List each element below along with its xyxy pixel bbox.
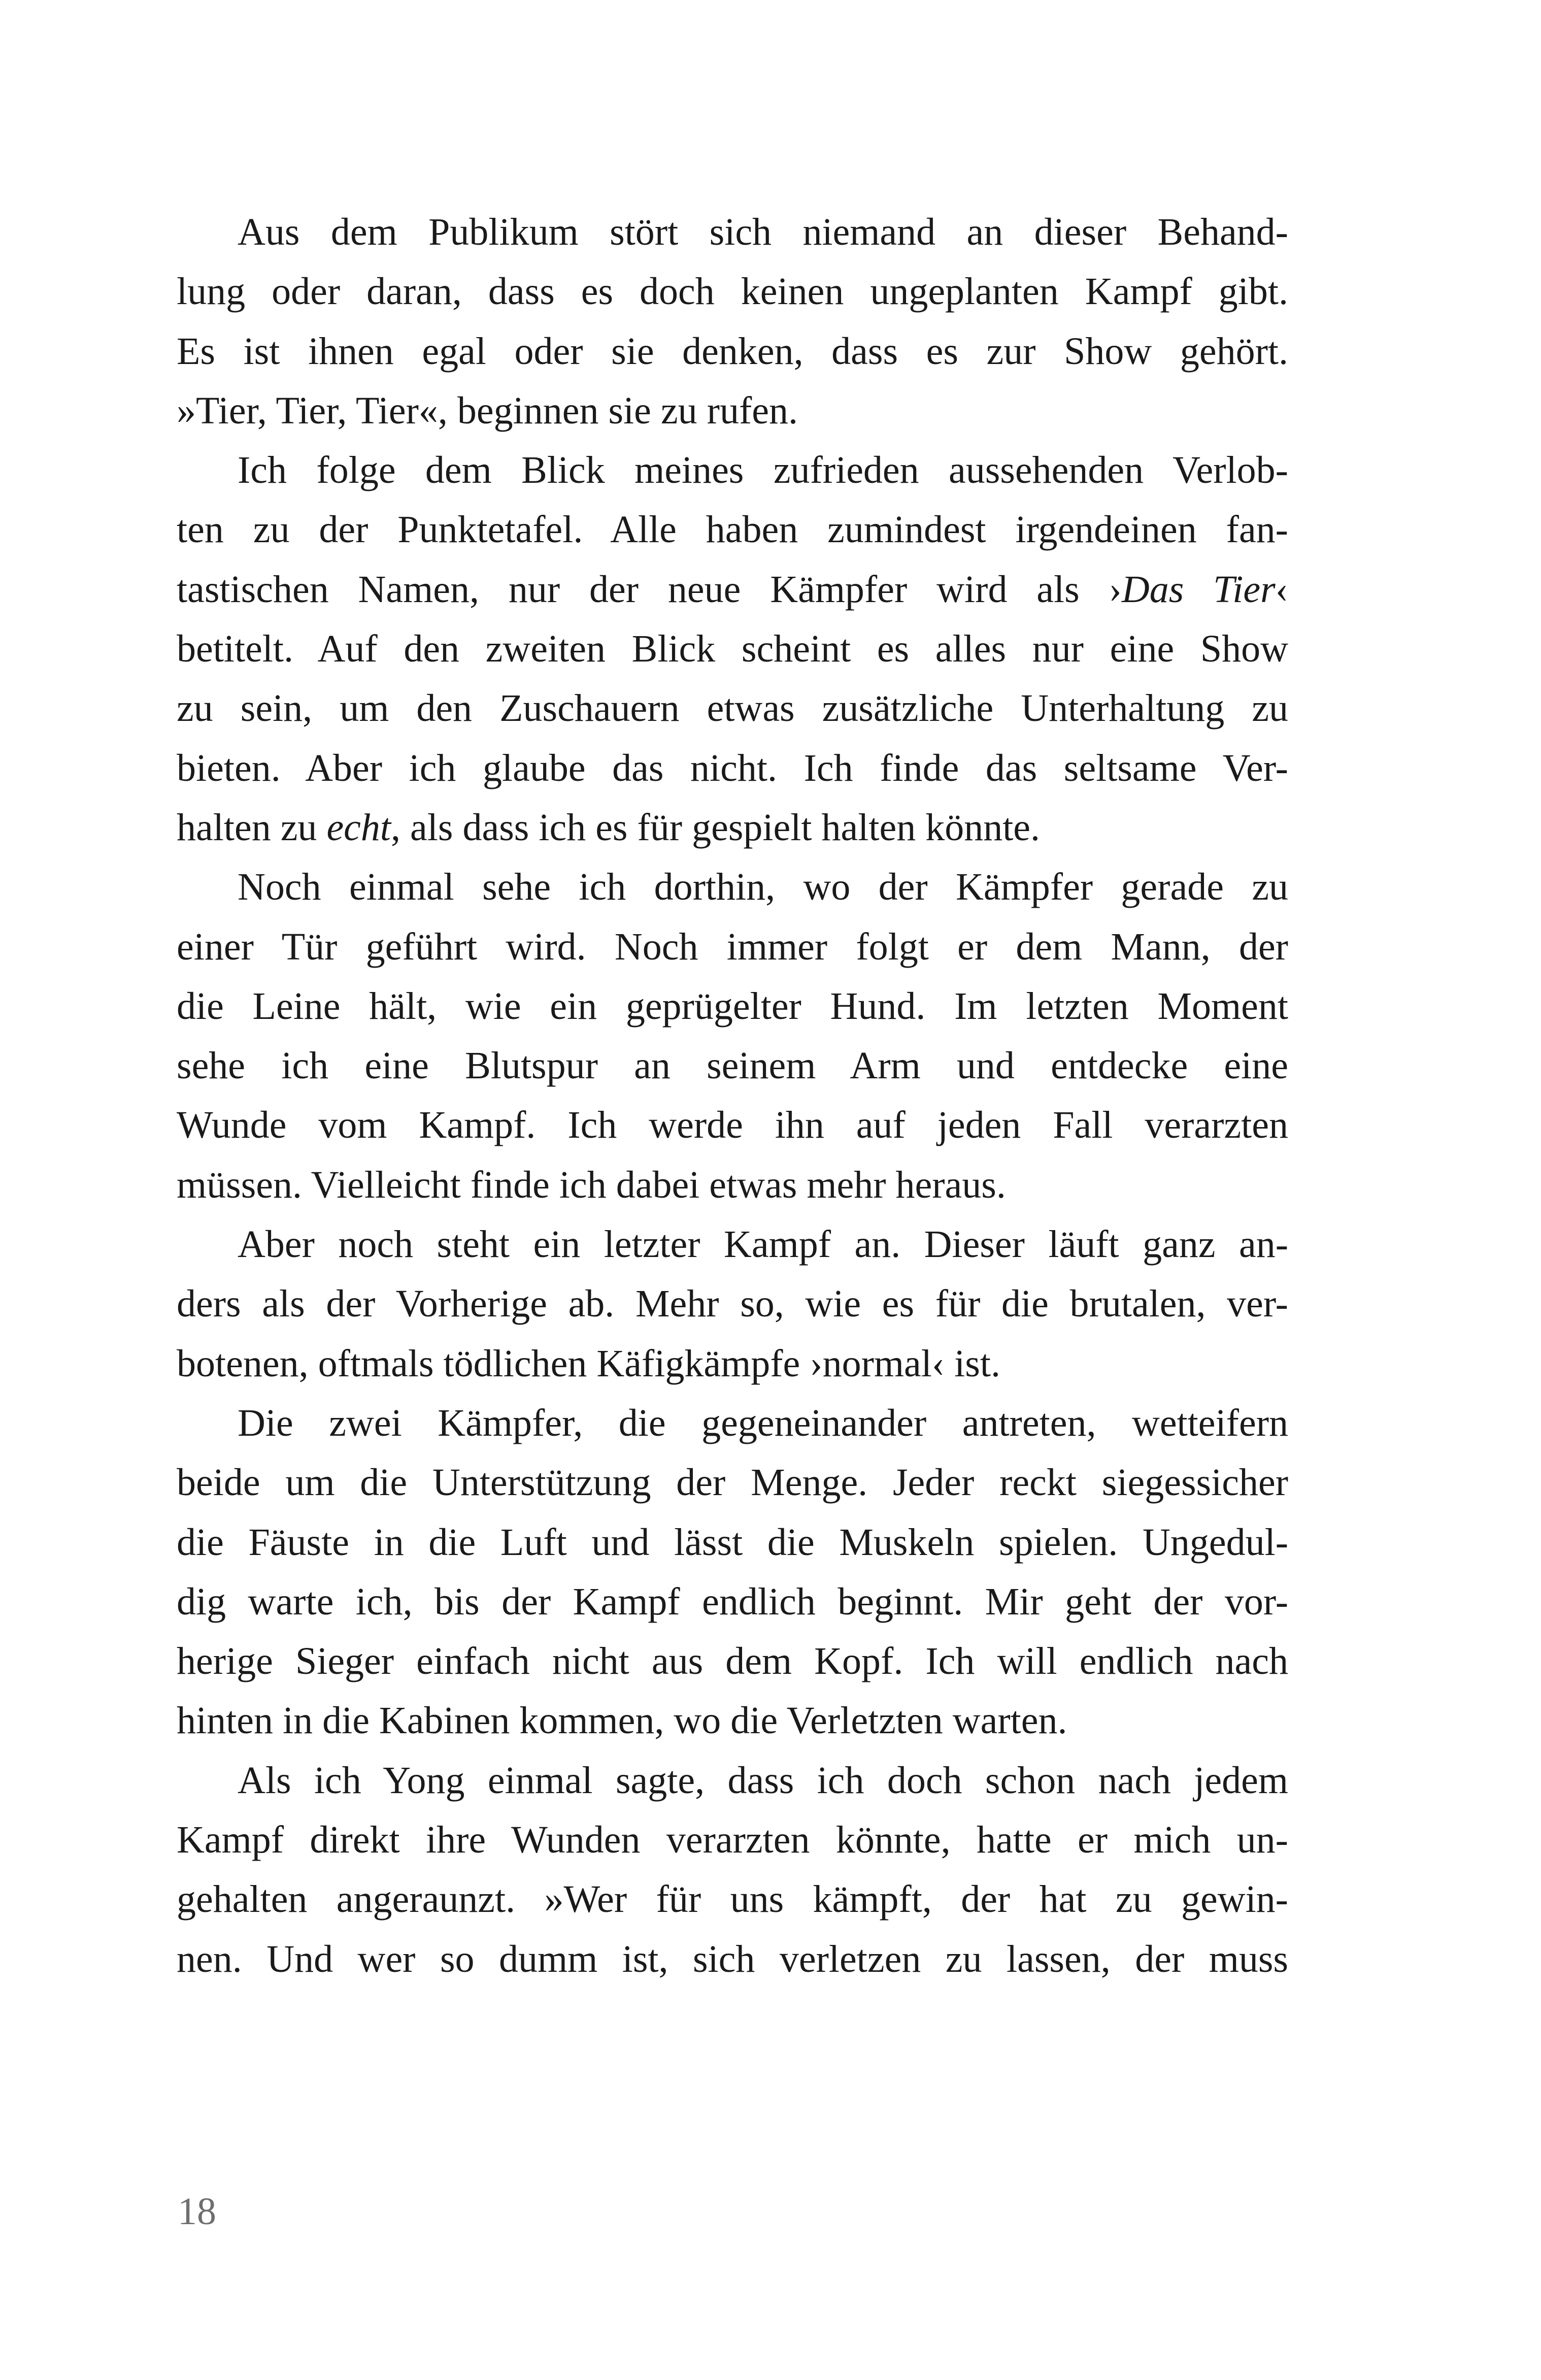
text-segment: bieten. Aber ich glaube das nicht. Ich finde das seltsame Ver-	[177, 746, 1288, 789]
text-line	[177, 560, 1288, 619]
text-segment: Noch einmal sehe ich dorthin, wo der Kämpfer gerade zu	[238, 866, 1288, 909]
text-segment: Als ich Yong einmal sagte, dass ich doch schon nach jedem	[238, 1759, 1288, 1802]
text-segment: Kampf direkt ihre Wunden verarzten könnte, hatte er mich un-	[177, 1819, 1288, 1862]
italic-text-segment: Das Tier	[1121, 568, 1276, 611]
italic-text-segment: echt	[326, 806, 391, 849]
text-line	[177, 798, 1288, 857]
text-segment: nen. Und wer so dumm ist, sich verletzen zu lassen, der muss	[177, 1937, 1288, 1980]
text-line	[177, 739, 1288, 798]
text-line	[177, 1453, 1288, 1512]
text-segment: »Tier, Tier, Tier«, beginnen sie zu rufen.	[177, 389, 798, 432]
text-segment: betitelt. Auf den zweiten Blick scheint es alles nur eine Show	[177, 627, 1288, 671]
text-line	[177, 381, 1288, 441]
text-segment: gehalten angeraunzt. »Wer für uns kämpft, der hat zu gewin-	[177, 1878, 1288, 1921]
text-line	[177, 262, 1288, 321]
text-segment: müssen. Vielleicht finde ich dabei etwas mehr heraus.	[177, 1163, 1006, 1206]
text-segment: Wunde vom Kampf. Ich werde ihn auf jeden Fall verarzten	[177, 1104, 1288, 1147]
text-segment: Es ist ihnen egal oder sie denken, dass es zur Show gehört.	[177, 329, 1288, 373]
text-line	[177, 1096, 1288, 1155]
text-line	[177, 619, 1288, 679]
text-line	[177, 1810, 1288, 1870]
text-line	[177, 679, 1288, 738]
text-segment: , als dass ich es für gespielt halten könnte.	[391, 806, 1041, 849]
text-line	[177, 322, 1288, 381]
text-segment: zu sein, um den Zuschauern etwas zusätzliche Unterhaltung zu	[177, 687, 1288, 730]
text-line	[177, 441, 1288, 500]
page-number: 18	[178, 2190, 216, 2233]
text-line	[177, 1036, 1288, 1096]
text-segment: sehe ich eine Blutspur an seinem Arm und entdecke eine	[177, 1044, 1288, 1087]
text-line	[177, 917, 1288, 977]
text-line	[177, 1572, 1288, 1632]
text-line	[177, 1274, 1288, 1334]
text-segment: tastischen Namen, nur der neue Kämpfer wird als ›	[177, 568, 1122, 611]
text-segment: Die zwei Kämpfer, die gegeneinander antreten, wetteifern	[238, 1401, 1288, 1444]
text-segment: Aus dem Publikum stört sich niemand an dieser Behand-	[238, 211, 1288, 253]
text-line	[177, 1394, 1288, 1453]
text-line	[177, 977, 1288, 1036]
text-line	[177, 500, 1288, 559]
text-line	[177, 1215, 1288, 1274]
text-segment: ‹	[1275, 568, 1288, 611]
text-line	[177, 1632, 1288, 1691]
body-text	[177, 203, 1288, 1989]
text-line	[177, 1870, 1288, 1929]
text-line	[177, 1513, 1288, 1572]
text-segment: herige Sieger einfach nicht aus dem Kopf. Ich will endlich nach	[177, 1640, 1288, 1683]
text-line	[177, 1155, 1288, 1215]
text-line	[177, 1691, 1288, 1750]
text-segment: lung oder daran, dass es doch keinen ungeplanten Kampf gibt.	[177, 270, 1288, 313]
text-line	[177, 1334, 1288, 1394]
text-segment: Aber noch steht ein letzter Kampf an. Dieser läuft ganz an-	[238, 1223, 1288, 1266]
text-segment: hinten in die Kabinen kommen, wo die Verletzten warten.	[177, 1699, 1067, 1742]
text-segment: botenen, oftmals tödlichen Käfigkämpfe ›normal‹ ist.	[177, 1342, 1000, 1385]
text-segment: einer Tür geführt wird. Noch immer folgt er dem Mann, der	[177, 925, 1288, 968]
text-line	[177, 203, 1288, 262]
text-line	[177, 1930, 1288, 1989]
text-segment: halten zu	[177, 806, 327, 849]
text-segment: ders als der Vorherige ab. Mehr so, wie es für die brutalen, ver-	[177, 1282, 1288, 1326]
text-segment: die Leine hält, wie ein geprügelter Hund. Im letzten Moment	[177, 984, 1288, 1028]
text-line	[177, 857, 1288, 917]
text-segment: Ich folge dem Blick meines zufrieden aussehenden Verlob-	[238, 449, 1288, 492]
text-line	[177, 1751, 1288, 1810]
text-segment: beide um die Unterstützung der Menge. Jeder reckt siegessicher	[177, 1461, 1288, 1504]
text-segment: ten zu der Punktetafel. Alle haben zumindest irgendeinen fan-	[177, 508, 1288, 551]
text-segment: dig warte ich, bis der Kampf endlich beginnt. Mir geht der vor-	[177, 1580, 1288, 1623]
text-segment: die Fäuste in die Luft und lässt die Muskeln spielen. Ungedul-	[177, 1520, 1288, 1564]
